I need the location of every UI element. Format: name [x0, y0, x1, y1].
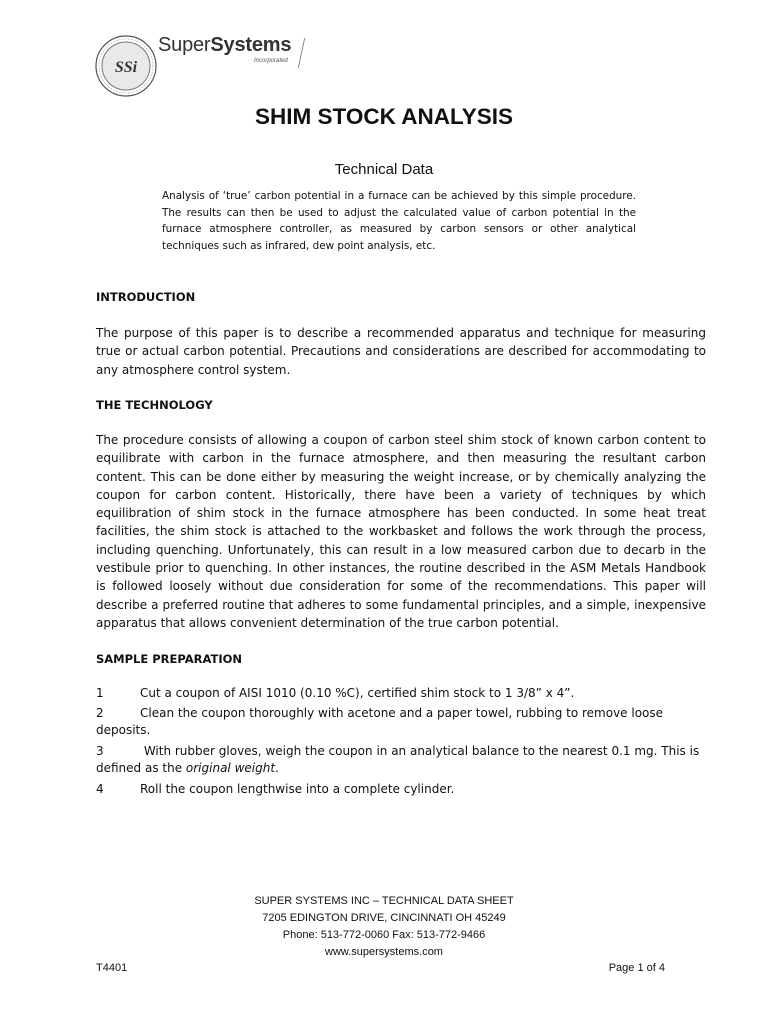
footer-address: 7205 EDINGTON DRIVE, CINCINNATI OH 45249	[262, 912, 506, 924]
step-number: 4	[96, 782, 104, 796]
brand-tagline: Incorporated	[254, 58, 288, 64]
list-item	[96, 685, 716, 702]
document-subtitle: Technical Data	[334, 161, 434, 178]
step-number: 1	[96, 686, 104, 700]
step-number: 3	[96, 744, 104, 758]
logo-divider	[298, 38, 305, 68]
footer-company: SUPER SYSTEMS INC – TECHNICAL DATA SHEET	[254, 895, 514, 907]
list-item	[96, 743, 716, 777]
page-number: Page 1 of 4	[608, 962, 665, 974]
document-title: SHIM STOCK ANALYSIS	[255, 104, 513, 129]
technology-paragraph: The procedure consists of allowing a coupon of carbon steel shim stock of known carbon content to equilibrate with carbon in the furnace atmosphere, and then measuring the resultant carbon content. This can be done either by measuring the weight increase, or by chemically analyzing the coupon for carbon content. Historically, there have been a variety of techniques by which equilibration of shim stock in the furnace atmosphere has been conducted. In some heat treat facilities, the shim stock is attached to the workbasket and follows the work through the process, including quenching. Unfortunately, this can result in a low measured carbon due to decarb in the vestibule prior to quenching. In other instances, the routine described in the ASM Metals Handbook is followed loosely without due consideration for some of the recommendations. This paper will describe a preferred routine that adheres to some fundamental principles, and a simple, inexpensive apparatus that allows convenient determination of the true carbon potential.	[96, 433, 706, 630]
intro-heading: INTRODUCTION	[96, 290, 196, 304]
logo-letters: SSi	[114, 59, 138, 76]
step-emphasis: original weight	[185, 761, 276, 775]
step-text: With rubber gloves, weigh the coupon in an analytical balance to the nearest 0.1 mg. This is defined as the	[96, 744, 700, 775]
brand-name: SuperSystems	[158, 34, 292, 56]
ssi-seal-icon	[94, 34, 158, 98]
step-tail: .	[275, 761, 279, 775]
list-item	[96, 705, 716, 739]
step-text: Roll the coupon lengthwise into a complete cylinder.	[140, 782, 455, 796]
step-text: Clean the coupon thoroughly with acetone and a paper towel, rubbing to remove loose deposits.	[96, 706, 664, 737]
step-text: Cut a coupon of AISI 1010 (0.10 %C), certified shim stock to 1 3/8” x 4”.	[140, 686, 575, 700]
footer-phone: Phone: 513-772-0060 Fax: 513-772-9466	[282, 929, 486, 941]
step-number: 2	[96, 706, 104, 720]
footer-website: www.supersystems.com	[325, 946, 443, 958]
abstract-text: Analysis of ‘true’ carbon potential in a furnace can be achieved by this simple procedure. The results can then be used to adjust the calculated value of carbon potential in the furnace atmosphere controller, as measured by carbon sensors or other analytical techniques such as infrared, dew point analysis, etc.	[162, 190, 636, 252]
intro-paragraph: The purpose of this paper is to describe a recommended apparatus and technique for measuring true or actual carbon potential. Precautions and considerations are described for accommodating to any atmosphere control system.	[96, 326, 706, 377]
list-item	[96, 781, 716, 798]
document-id: T4401	[96, 962, 128, 974]
company-logo	[94, 34, 314, 98]
sample-prep-heading: SAMPLE PREPARATION	[96, 652, 243, 666]
technology-heading: THE TECHNOLOGY	[96, 398, 213, 412]
